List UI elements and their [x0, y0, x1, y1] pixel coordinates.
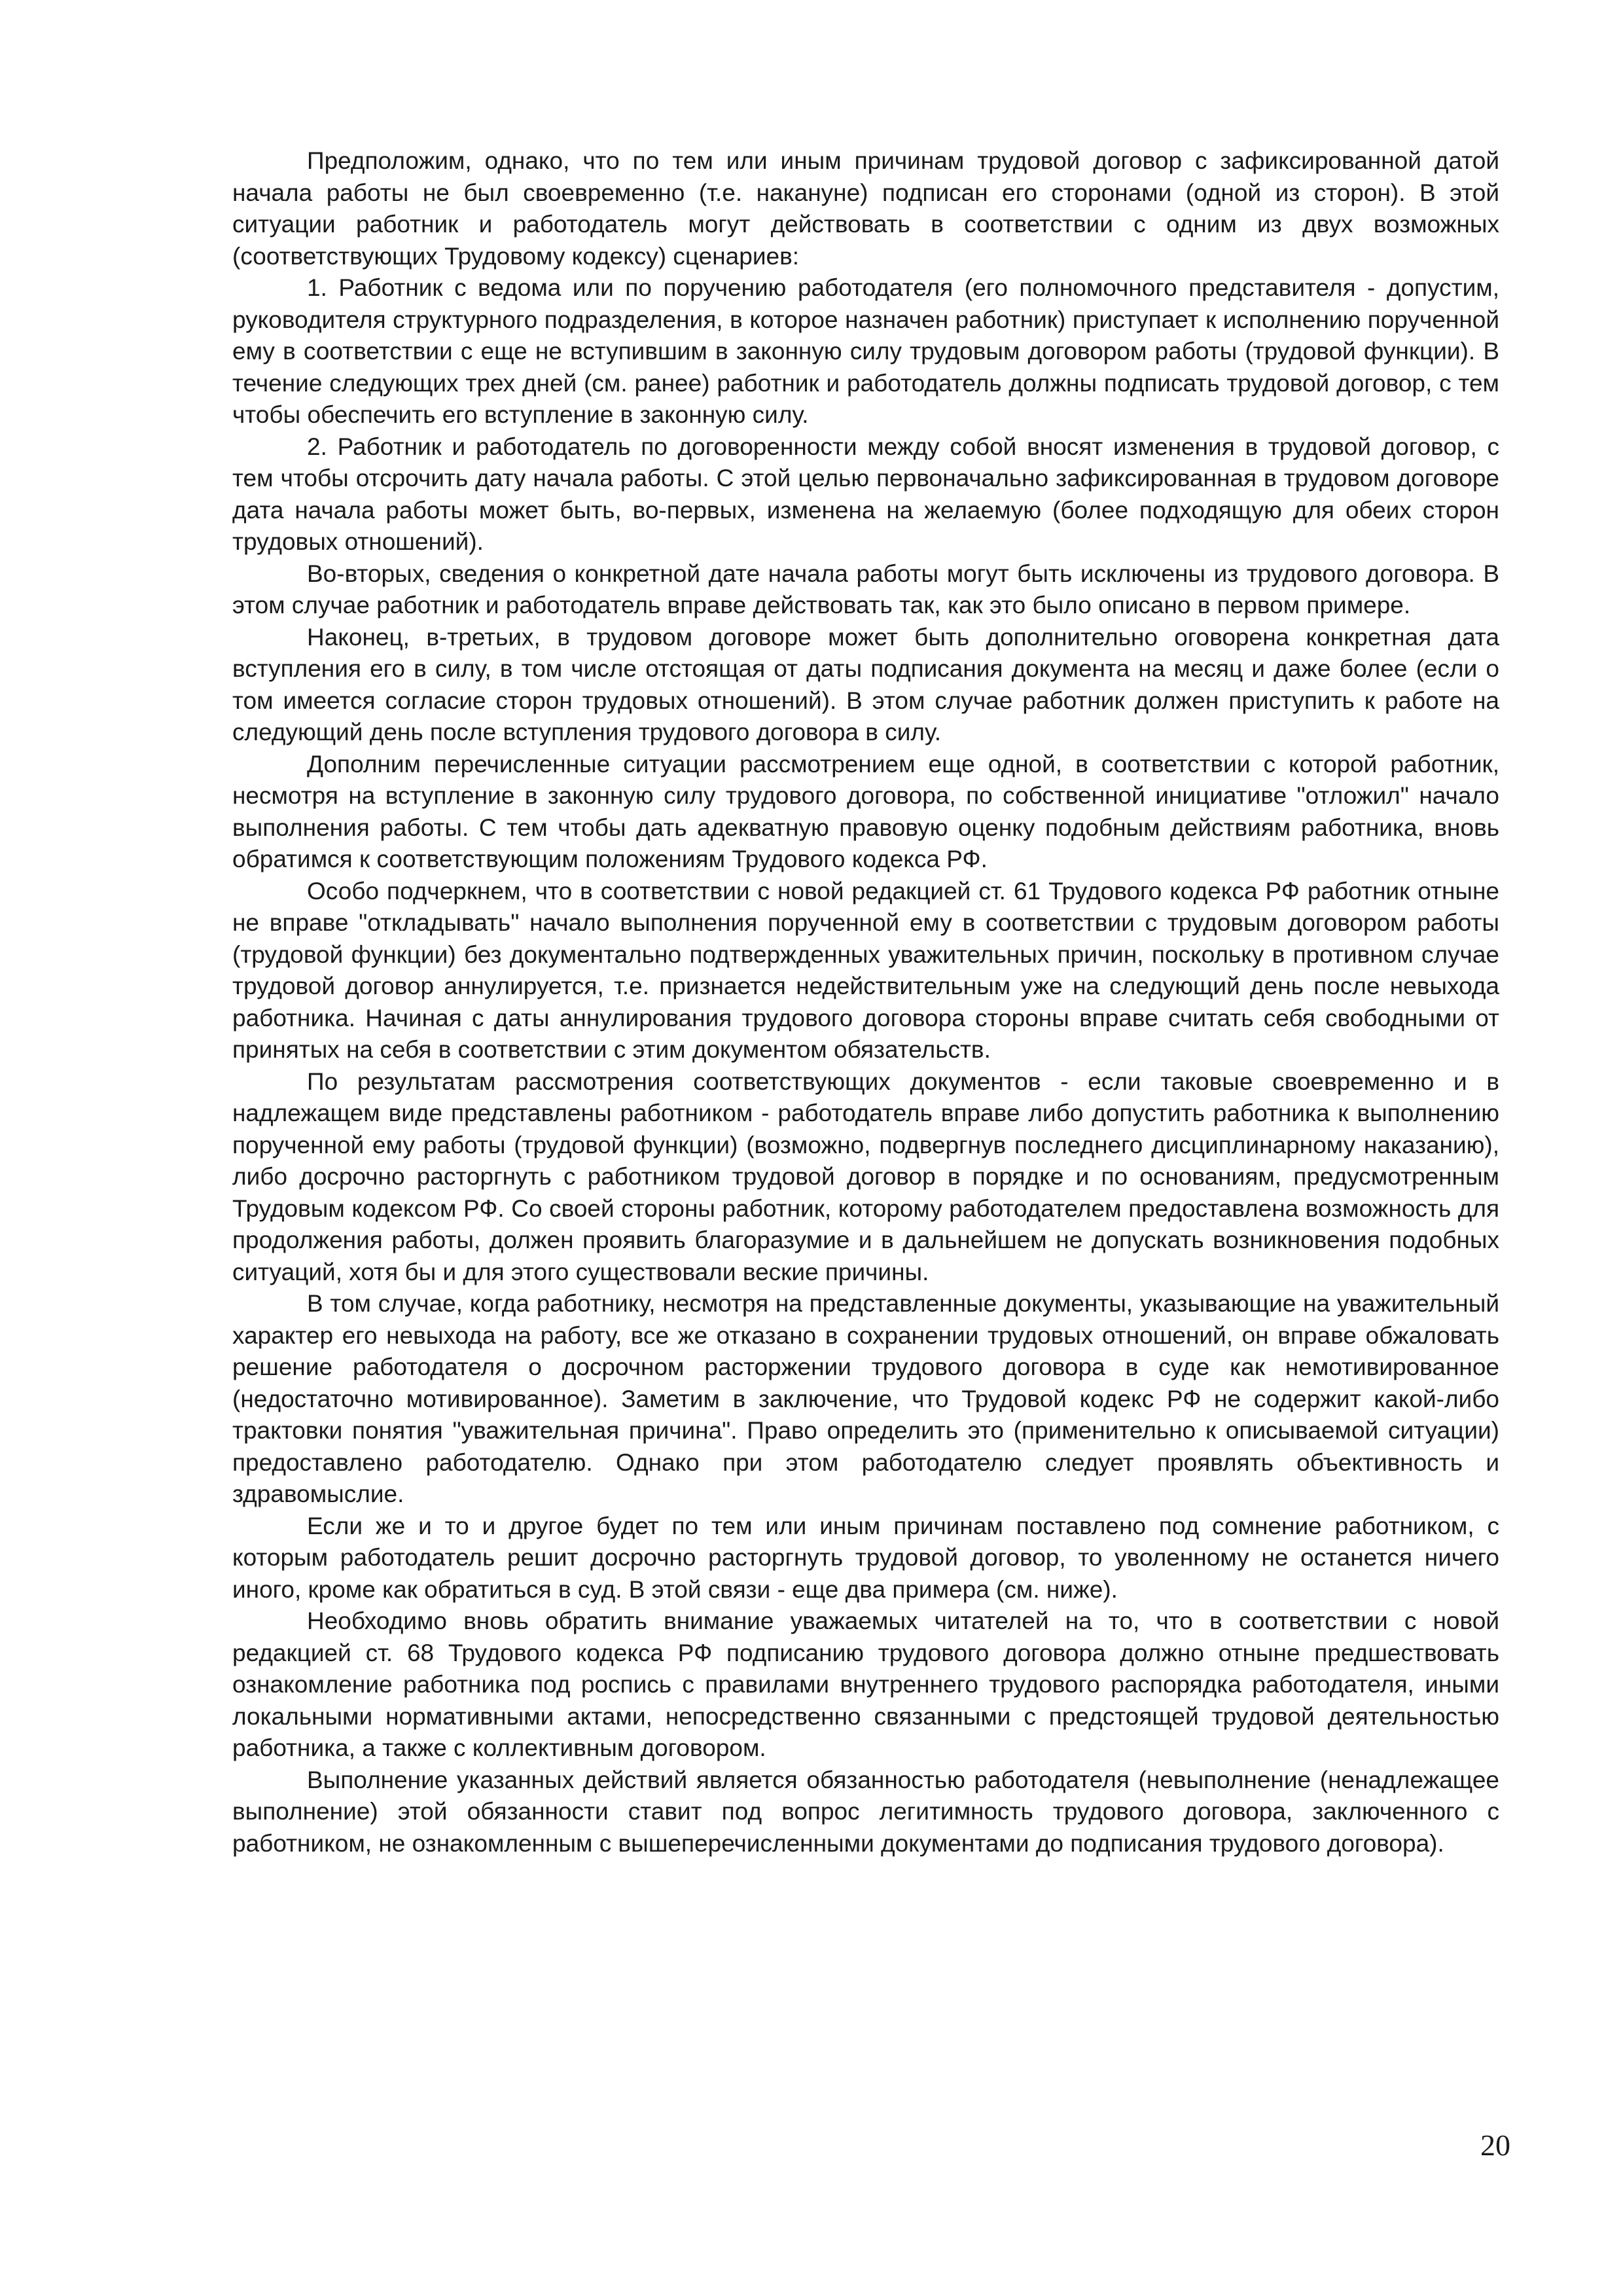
paragraph-4: Во-вторых, сведения о конкретной дате начала работы могут быть исключены из трудового договора. В этом случае работник и работодатель вправе действовать так, как это было описано в первом примере.	[232, 560, 1499, 619]
body-text	[232, 145, 1499, 1859]
paragraph-2: 1. Работник с ведома или по поручению работодателя (его полномочного представителя - допустим, руководителя структурного подразделения, в которое назначен работник) приступает к исполнению порученной ему в соответствии с еще не вступившим в законную силу трудовым договором работы (трудовой функции). В течение следующих трех дней (см. ранее) работник и работодатель должны подписать трудовой договор, с тем чтобы обеспечить его вступление в законную силу.	[232, 274, 1499, 428]
paragraph-5: Наконец, в-третьих, в трудовом договоре может быть дополнительно оговорена конкретная дата вступления его в силу, в том числе отстоящая от даты подписания документа на месяц и даже более (если о том имеется согласие сторон трудовых отношений). В этом случае работник должен приступить к работе на следующий день после вступления трудового договора в силу.	[232, 623, 1499, 745]
paragraph-3: 2. Работник и работодатель по договоренности между собой вносят изменения в трудовой договор, с тем чтобы отсрочить дату начала работы. С этой целью первоначально зафиксированная в трудовом договоре дата начала работы может быть, во-первых, изменена на желаемую (более подходящую для обеих сторон трудовых отношений).	[232, 433, 1499, 555]
paragraph-7: Особо подчеркнем, что в соответствии с новой редакцией ст. 61 Трудового кодекса РФ работник отныне не вправе "откладывать" начало выполнения порученной ему в соответствии с трудовым договором работы (трудовой функции) без документально подтвержденных уважительных причин, поскольку в противном случае трудовой договор аннулируется, т.е. признается недействительным уже на следующий день после невыхода работника. Начиная с даты аннулирования трудового договора стороны вправе считать себя свободными от принятых на себя в соответствии с этим документом обязательств.	[232, 877, 1499, 1063]
paragraph-12: Выполнение указанных действий является обязанностью работодателя (невыполнение (ненадлежащее выполнение) этой обязанности ставит под вопрос легитимность трудового договора, заключенного с работником, не ознакомленным с вышеперечисленными документами до подписания трудового договора).	[232, 1766, 1499, 1857]
paragraph-11: Необходимо вновь обратить внимание уважаемых читателей на то, что в соответствии с новой редакцией ст. 68 Трудового кодекса РФ подписанию трудового договора должно отныне предшествовать ознакомление работника под роспись с правилами внутреннего трудового распорядка работодателя, иными локальными нормативными актами, непосредственно связанными с предстоящей трудовой деятельностью работника, а также с коллективным договором.	[232, 1607, 1499, 1761]
paragraph-9: В том случае, когда работнику, несмотря на представленные документы, указывающие на уважительный характер его невыхода на работу, все же отказано в сохранении трудовых отношений, он вправе обжаловать решение работодателя о досрочном расторжении трудового договора в суде как немотивированное (недостаточно мотивированное). Заметим в заключение, что Трудовой кодекс РФ не содержит какой-либо трактовки понятия "уважительная причина". Право определить это (применительно к описываемой ситуации) предоставлено работодателю. Однако при этом работодателю следует проявлять объективность и здравомыслие.	[232, 1290, 1499, 1507]
page-number: 20	[1480, 2128, 1510, 2162]
paragraph-6: Дополним перечисленные ситуации рассмотрением еще одной, в соответствии с которой работник, несмотря на вступление в законную силу трудового договора, по собственной инициативе "отложил" начало выполнения работы. С тем чтобы дать адекватную правовую оценку подобным действиям работника, вновь обратимся к соответствующим положениям Трудового кодекса РФ.	[232, 750, 1499, 872]
paragraph-1: Предположим, однако, что по тем или иным причинам трудовой договор с зафиксированной датой начала работы не был своевременно (т.е. накануне) подписан его сторонами (одной из сторон). В этой ситуации работник и работодатель могут действовать в соответствии с одним из двух возможных (соответствующих Трудовому кодексу) сценариев:	[232, 147, 1499, 270]
paragraph-8: По результатам рассмотрения соответствующих документов - если таковые своевременно и в надлежащем виде представлены работником - работодатель вправе либо допустить работника к выполнению порученной ему работы (трудовой функции) (возможно, подвергнув последнего дисциплинарному наказанию), либо досрочно расторгнуть с работником трудовой договор в порядке и по основаниям, предусмотренным Трудовым кодексом РФ. Со своей стороны работник, которому работодателем предоставлена возможность для продолжения работы, должен проявить благоразумие и в дальнейшем не допускать возникновения подобных ситуаций, хотя бы и для этого существовали веские причины.	[232, 1067, 1499, 1285]
paragraph-10: Если же и то и другое будет по тем или иным причинам поставлено под сомнение работником, с которым работодатель решит досрочно расторгнуть трудовой договор, то уволенному не останется ничего иного, кроме как обратиться в суд. В этой связи - еще два примера (см. ниже).	[232, 1512, 1499, 1603]
